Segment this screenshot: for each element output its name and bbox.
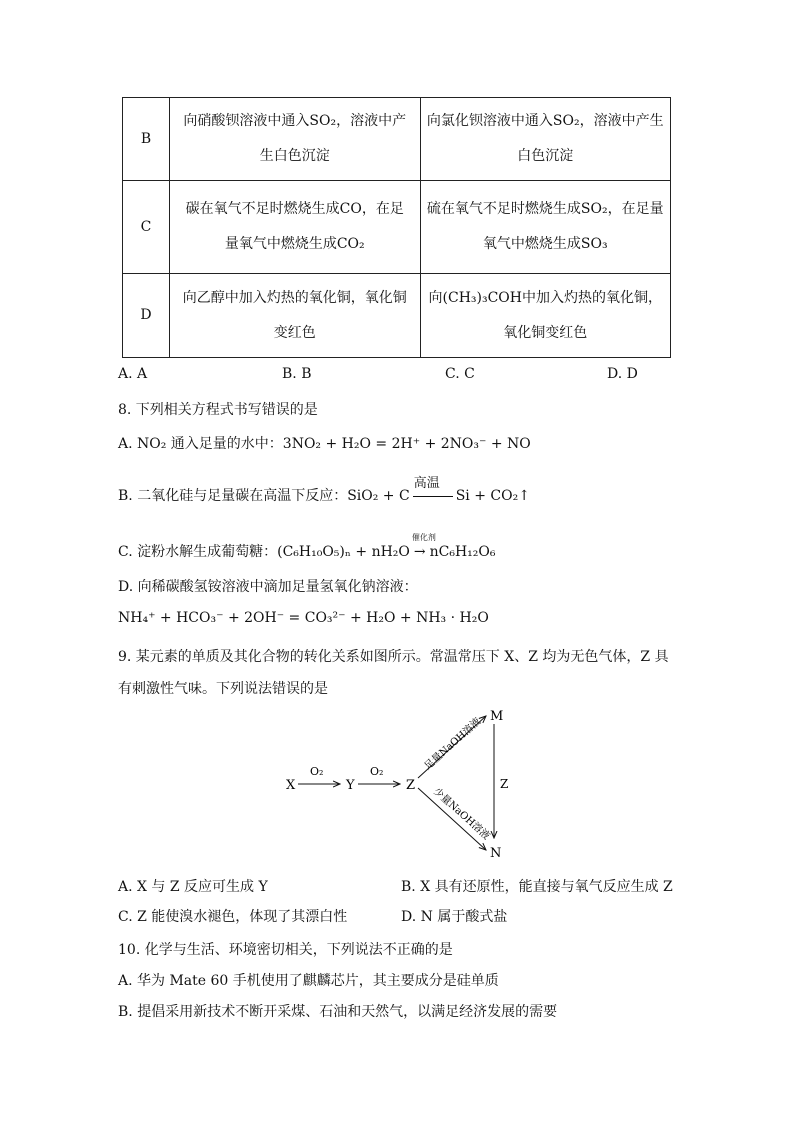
right-cell: 向氯化钡溶液中通入SO₂，溶液中产生 白色沉淀 xyxy=(420,98,671,181)
left-cell: 碳在氧气不足时燃烧生成CO，在足 量氧气中燃烧生成CO₂ xyxy=(170,181,421,274)
row-label: D xyxy=(123,274,170,358)
choice-c[interactable]: C. C xyxy=(445,366,475,382)
q10-option-b[interactable]: B. 提倡采用新技术不断开采煤、石油和天然气，以满足经济发展的需要 xyxy=(118,1004,558,1020)
node-n: N xyxy=(490,846,502,861)
left-cell: 向硝酸钡溶液中通入SO₂，溶液中产 生白色沉淀 xyxy=(170,98,421,181)
node-y: Y xyxy=(346,778,355,793)
left-cell: 向乙醇中加入灼热的氧化铜，氧化铜 变红色 xyxy=(170,274,421,358)
node-m: M xyxy=(490,709,504,724)
row-label: B xyxy=(123,98,170,181)
reagent-o2-2: O₂ xyxy=(370,765,384,778)
q8-stem: 8. 下列相关方程式书写错误的是 xyxy=(118,402,318,418)
node-z: Z xyxy=(406,778,416,793)
q8-option-b[interactable]: B. 二氧化硅与足量碳在高温下反应：SiO₂ + C 高温 Si + CO₂↑ xyxy=(118,485,530,505)
right-cell: 向(CH₃)₃COH中加入灼热的氧化铜， 氧化铜变红色 xyxy=(420,274,671,358)
q8-option-c[interactable]: C. 淀粉水解生成葡萄糖：(C₆H₁₀O₅)ₙ + nH₂O 催化剂 → nC₆H₁₂O₆ xyxy=(118,533,496,560)
q9-option-b[interactable]: B. X 具有还原性，能直接与氧气反应生成 Z xyxy=(401,879,673,895)
q9-stem-line2: 有刺激性气味。下列说法错误的是 xyxy=(118,681,328,697)
arrow-condition: 催化剂 xyxy=(411,533,436,542)
reagent-upper: 足量NaOH溶液 xyxy=(422,716,484,773)
choice-b[interactable]: B. B xyxy=(282,366,312,382)
arrow-condition: 高温 xyxy=(413,476,440,491)
reagent-o2-1: O₂ xyxy=(310,765,324,778)
q8-option-a[interactable]: A. NO₂ 通入足量的水中：3NO₂ + H₂O = 2H⁺ + 2NO₃⁻ + NO xyxy=(118,436,531,452)
q10-stem: 10. 化学与生活、环境密切相关，下列说法不正确的是 xyxy=(118,942,453,958)
catalyst-arrow: 催化剂 → xyxy=(411,533,436,560)
q7-choices xyxy=(118,366,678,386)
q8-option-d-equation: NH₄⁺ + HCO₃⁻ + 2OH⁻ = CO₃²⁻ + H₂O + NH₃ · H₂O xyxy=(118,610,489,626)
q9-option-a[interactable]: A. X 与 Z 反应可生成 Y xyxy=(118,879,268,895)
right-cell: 硫在氧气不足时燃烧生成SO₂，在足量 氧气中燃烧生成SO₃ xyxy=(420,181,671,274)
reagent-z-label: Z xyxy=(500,777,509,791)
reagent-lower: 少量NaOH溶液 xyxy=(430,786,492,843)
comparison-table xyxy=(122,97,671,358)
q9-option-c[interactable]: C. Z 能使溴水褪色，体现了其漂白性 xyxy=(118,909,348,925)
choice-a[interactable]: A. A xyxy=(118,366,148,382)
table-row xyxy=(123,98,671,181)
row-label: C xyxy=(123,181,170,274)
q9-stem-line1: 9. 某元素的单质及其化合物的转化关系如图所示。常温常压下 X、Z 均为无色气体，Z 具 xyxy=(118,649,669,665)
choice-d[interactable]: D. D xyxy=(607,366,638,382)
table-row xyxy=(123,181,671,274)
q8-option-d[interactable]: D. 向稀碳酸氢铵溶液中滴加足量氢氧化钠溶液： xyxy=(118,579,418,595)
table-row xyxy=(123,274,671,358)
q9-option-d[interactable]: D. N 属于酸式盐 xyxy=(401,909,508,925)
condition-arrow xyxy=(410,476,456,504)
q10-option-a[interactable]: A. 华为 Mate 60 手机使用了麒麟芯片，其主要成分是硅单质 xyxy=(118,973,499,989)
node-x: X xyxy=(286,778,296,793)
transformation-diagram xyxy=(270,700,530,870)
